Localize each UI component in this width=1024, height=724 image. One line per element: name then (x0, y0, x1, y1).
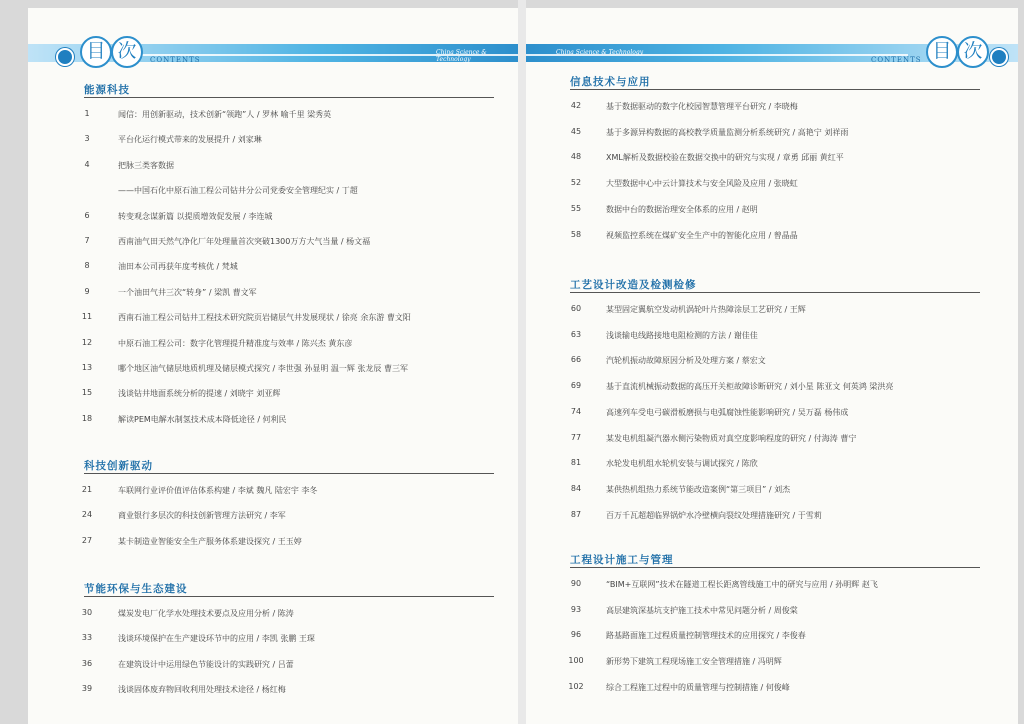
toc-page-number: 102 (568, 681, 584, 691)
toc-entry[interactable] (562, 381, 991, 392)
toc-title: 大型数据中心中云计算技术与安全风险及应用 / 张晓虹 (606, 179, 798, 189)
toc-title: 解读PEM电解水制氢技术成本降低途径 / 何利民 (118, 414, 287, 424)
toc-title: 路基路面施工过程质量控制管理技术的应用探究 / 李俊春 (606, 631, 806, 641)
mulu-char-2-right: 次 (957, 36, 989, 68)
toc-title: 哪个地区油气储层地质机理及储层模式探究 / 李世强 孙显明 温一辉 张龙辰 曹三军 (118, 364, 408, 373)
toc-entry[interactable] (562, 204, 991, 215)
toc-page-number: 48 (570, 152, 582, 162)
toc-title: 高速列车受电弓碳滑板磨损与电弧腐蚀性能影响研究 / 吴万磊 杨伟成 (606, 407, 849, 417)
toc-title: 中原石油工程公司：数字化管理提升精准度与效率 / 陈兴杰 黄东彦 (118, 338, 353, 348)
toc-entry[interactable] (562, 152, 991, 163)
toc-entry[interactable] (74, 134, 498, 145)
section-rule (570, 292, 980, 293)
toc-title: 基于直流机械振动数据的高压开关柜故障诊断研究 / 刘小星 陈亚文 何英鸿 梁洪亮 (606, 382, 894, 392)
toc-entry[interactable] (74, 659, 498, 670)
toc-page-number: 6 (84, 210, 90, 220)
toc-page-number: 12 (81, 337, 93, 347)
toc-entry[interactable] (74, 414, 498, 425)
toc-entry[interactable] (74, 160, 498, 171)
toc-entry[interactable] (74, 261, 498, 272)
toc-title: 某供热机组热力系统节能改造案例“第三项目” / 刘杰 (606, 484, 791, 494)
toc-title: 浅谈钻井地面系统分析的提速 / 刘晓宇 刘亚辉 (118, 389, 281, 399)
toc-title: 百万千瓦超超临界锅炉水冷壁横向裂纹处理措施研究 / 于雪莉 (606, 510, 822, 520)
toc-entry[interactable] (562, 656, 991, 667)
toc-entry[interactable] (74, 236, 498, 247)
toc-page-number: 11 (81, 312, 93, 322)
toc-entry[interactable] (74, 287, 498, 298)
toc-title: 平台化运行模式带来的发展提升 / 刘家琳 (118, 135, 262, 145)
toc-page-number: 81 (570, 458, 582, 468)
toc-entry[interactable] (74, 211, 498, 222)
toc-page-number: 55 (570, 203, 582, 213)
toc-page-number: 93 (570, 604, 582, 614)
toc-entry[interactable] (562, 330, 991, 341)
toc-page-number: 18 (81, 413, 93, 423)
toc-entry[interactable] (74, 312, 498, 323)
toc-entry[interactable] (74, 510, 498, 521)
toc-entry[interactable] (562, 510, 991, 521)
toc-title: 汽轮机振动故障原因分析及处理方案 / 蔡宏文 (606, 356, 766, 366)
toc-title: 一个油田气井三次“转身” / 梁凯 曹文军 (118, 287, 257, 297)
toc-title: 某卡制造业智能安全生产服务体系建设探究 / 王玉婷 (118, 536, 302, 546)
toc-page-number: 69 (570, 381, 582, 391)
mulu-char-2-left: 次 (111, 36, 143, 68)
section-title: 工程设计施工与管理 (570, 554, 674, 566)
toc-title: 某发电机组凝汽器水侧污染物质对真空度影响程度的研究 / 付海涛 曹宁 (606, 433, 857, 443)
header-dot-right (990, 48, 1008, 66)
section-rule (84, 473, 494, 474)
toc-title: XML解析及数据校验在数据交换中的研究与实现 / 章勇 邱丽 黄红平 (606, 153, 844, 163)
toc-page-number: 4 (84, 159, 90, 169)
toc-page-number: 33 (81, 633, 93, 643)
toc-page-number: 45 (570, 126, 582, 136)
toc-entry[interactable] (562, 682, 991, 693)
magazine-name-left: China Science & Technology (436, 49, 487, 63)
toc-title: 西南油气田天然气净化厂年处理量首次突破1300万方大气当量 / 杨文福 (118, 237, 371, 246)
toc-page-number: 27 (81, 535, 93, 545)
toc-page-number: 58 (570, 229, 582, 239)
toc-entry[interactable] (562, 178, 991, 189)
toc-page-number: 74 (570, 406, 582, 416)
toc-page-number: 100 (568, 656, 584, 666)
toc-title: “BIM+互联网”技术在隧道工程长距离管线施工中的研究与应用 / 孙明辉 赵飞 (606, 580, 878, 589)
toc-title: 某型固定翼航空发动机涡轮叶片热障涂层工艺研究 / 王辉 (606, 305, 806, 314)
toc-title: 闻信：用创新驱动，技术创新“领跑”人 / 罗林 喻千里 梁秀英 (118, 110, 332, 119)
toc-entry[interactable] (562, 433, 991, 444)
toc-page-number: 3 (84, 134, 90, 144)
toc-entry[interactable] (74, 684, 498, 695)
toc-entry[interactable] (74, 363, 498, 374)
toc-title: 浅谈环境保护在生产建设环节中的应用 / 李凯 张鹏 王琛 (118, 634, 315, 644)
toc-page-number: 24 (81, 510, 93, 520)
toc-page-number: 13 (81, 363, 93, 372)
toc-entry[interactable] (74, 388, 498, 399)
toc-title: 基于多源异构数据的高校教学质量监测分析系统研究 / 高艳宁 刘祥雨 (606, 127, 849, 137)
section-rule (84, 596, 494, 597)
contents-label-right: CONTENTS (871, 56, 922, 64)
toc-page-number: 90 (570, 579, 582, 588)
toc-title: 煤炭发电厂化学水处理技术要点及应用分析 / 陈涛 (118, 609, 294, 618)
toc-title: 商业银行多层次的科技创新管理方法研究 / 李军 (118, 511, 286, 521)
toc-page-number: 96 (570, 630, 582, 640)
toc-page-number: 66 (570, 355, 582, 365)
section-title: 科技创新驱动 (84, 460, 153, 472)
magazine-name-right: China Science & Technology (556, 49, 644, 56)
section-rule (84, 97, 494, 98)
toc-entry[interactable] (562, 127, 991, 138)
toc-page-number: 9 (84, 286, 90, 296)
toc-page-number: 63 (570, 329, 582, 339)
section-title: 信息技术与应用 (570, 76, 651, 88)
toc-page-number: 39 (81, 684, 93, 694)
toc-entry[interactable] (74, 485, 498, 496)
toc-entry[interactable] (562, 304, 991, 315)
header-dot-left (56, 48, 74, 66)
toc-entry[interactable] (562, 630, 991, 641)
section-rule (570, 89, 980, 90)
toc-title: ——中国石化中原石油工程公司钻井分公司党委安全管理纪实 / 丁超 (118, 186, 358, 196)
section-title: 工艺设计改造及检测检修 (570, 279, 697, 291)
section-title: 能源科技 (84, 84, 130, 96)
toc-page-number: 8 (84, 261, 90, 271)
toc-page-number: 30 (81, 608, 93, 617)
toc-title: 浅谈固体废弃物回收利用处理技术途径 / 杨红梅 (118, 685, 286, 695)
toc-page-number (74, 185, 100, 196)
toc-page-number: 36 (81, 658, 93, 668)
toc-page-number: 7 (84, 236, 90, 245)
section-rule (570, 567, 980, 568)
toc-page-number: 15 (81, 388, 93, 398)
toc-title: 把脉三类客数据 (118, 160, 174, 170)
toc-page-number: 77 (570, 432, 582, 442)
toc-entry[interactable] (562, 579, 991, 590)
toc-entry[interactable] (562, 407, 991, 418)
toc-page-number: 52 (570, 178, 582, 188)
toc-page-number: 42 (570, 101, 582, 110)
toc-title: 浅谈输电线路接地电阻检测的方法 / 谢佳佳 (606, 330, 758, 340)
toc-entry[interactable] (562, 605, 991, 616)
toc-page-number: 87 (570, 509, 582, 519)
toc-entry[interactable] (74, 536, 498, 547)
book-spine (518, 0, 526, 724)
right-page (526, 8, 1018, 724)
mulu-char-1-right: 目 (926, 36, 958, 68)
toc-entry[interactable] (562, 484, 991, 495)
toc-entry[interactable] (562, 230, 991, 241)
toc-title: 油田本公司再获年度考核优 / 梵城 (118, 262, 238, 272)
toc-title: 在建筑设计中运用绿色节能设计的实践研究 / 吕蕾 (118, 659, 294, 669)
toc-title: 车联网行业评价值评估体系构建 / 李斌 魏凡 陆宏宇 李冬 (118, 486, 318, 495)
toc-page-number: 60 (570, 304, 582, 313)
toc-entry[interactable] (562, 101, 991, 112)
contents-label-left: CONTENTS (150, 56, 201, 64)
toc-title: 西南石油工程公司钻井工程技术研究院页岩储层气井发展现状 / 徐亮 余东游 曹文阳 (118, 313, 411, 323)
toc-entry[interactable] (74, 109, 498, 120)
toc-title: 高层建筑深基坑支护施工技术中常见问题分析 / 周俊棠 (606, 605, 798, 615)
toc-title: 转变观念谋新篇 以提质增效促发展 / 李连城 (118, 211, 273, 221)
toc-page-number: 21 (81, 485, 93, 494)
toc-title: 视频监控系统在煤矿安全生产中的智能化应用 / 曾晶晶 (606, 230, 798, 240)
toc-title: 新形势下建筑工程现场施工安全管理措施 / 冯明辉 (606, 657, 782, 667)
toc-entry[interactable] (562, 355, 991, 366)
mulu-char-1-left: 目 (80, 36, 112, 68)
toc-page-number: 84 (570, 483, 582, 493)
toc-title: 基于数据驱动的数字化校园智慧管理平台研究 / 李晓梅 (606, 102, 798, 111)
toc-title: 水轮发电机组水轮机安装与调试探究 / 陈欣 (606, 459, 758, 469)
toc-entry[interactable] (74, 185, 498, 196)
left-page (28, 8, 518, 724)
section-title: 节能环保与生态建设 (84, 583, 188, 595)
toc-entry[interactable] (74, 608, 498, 619)
toc-entry[interactable] (562, 458, 991, 469)
toc-title: 综合工程施工过程中的质量管理与控制措施 / 何俊峰 (606, 682, 790, 692)
toc-entry[interactable] (74, 633, 498, 644)
toc-entry[interactable] (74, 338, 498, 349)
toc-page-number: 1 (84, 109, 90, 118)
toc-title: 数据中台的数据治理安全体系的应用 / 赵明 (606, 204, 758, 214)
